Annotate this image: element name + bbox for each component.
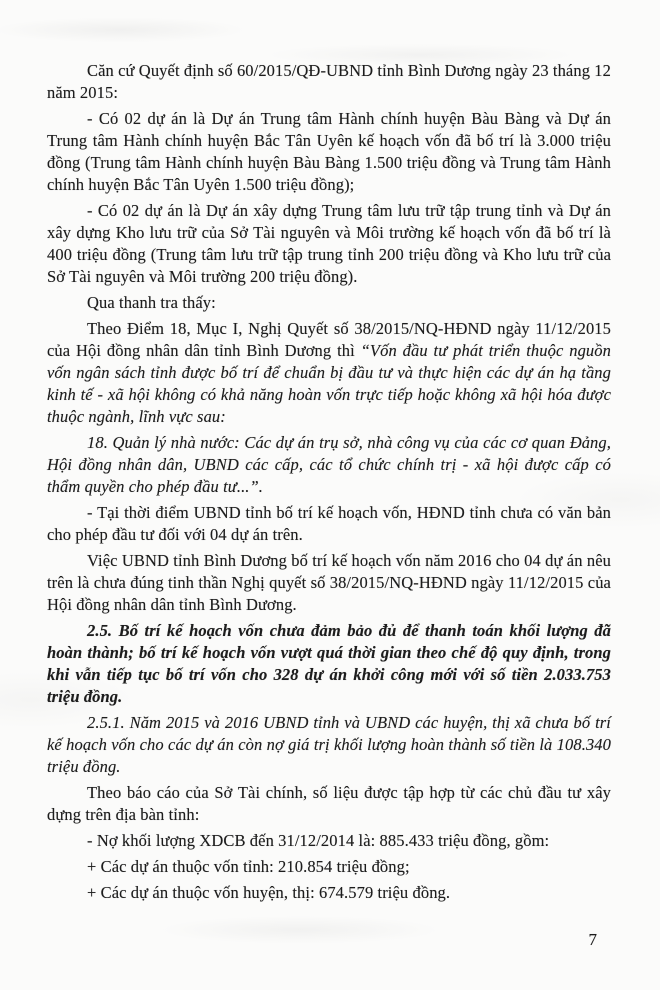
paragraph-theo-bao-cao xyxy=(47,782,611,826)
text-run: + Các dự án thuộc vốn tỉnh: 210.854 triệu đồng; xyxy=(87,857,410,876)
paragraph-quan-ly-nha-nuoc xyxy=(47,432,611,498)
text-run: + Các dự án thuộc vốn huyện, thị: 674.579 triệu đồng. xyxy=(87,883,451,902)
text-run: Qua thanh tra thấy: xyxy=(87,293,216,312)
paragraph-qua-thanh-tra xyxy=(47,292,611,314)
paragraph-du-an-hanh-chinh xyxy=(47,108,611,196)
paragraph-du-an-luu-tru xyxy=(47,200,611,288)
text-run: Theo báo cáo của Sở Tài chính, số liệu được tập hợp từ các chủ đầu tư xây dựng trên địa bàn tỉnh: xyxy=(47,783,611,824)
paragraph-no-khoi-luong xyxy=(47,830,611,852)
text-run-quote: “Vốn đầu tư phát triển thuộc nguồn vốn ngân sách tỉnh được bố trí để chuẩn bị đầu tư và thực hiện các dự án hạ tầng kinh tế - xã hội không có khả năng hoàn vốn trực tiếp hoặc không xã hội hóa được thuộc ngành, lĩnh vực sau: xyxy=(47,341,611,426)
text-run: 2.5.1. Năm 2015 và 2016 UBND tỉnh và UBND các huyện, thị xã chưa bố trí kế hoạch vốn cho các dự án còn nợ giá trị khối lượng hoàn thành số tiền là 108.340 triệu đồng. xyxy=(47,713,611,776)
text-run: 2.5. Bố trí kế hoạch vốn chưa đảm bảo đủ để thanh toán khối lượng đã hoàn thành; bố trí kế hoạch vốn vượt quá thời gian theo chế độ quy định, trong khi vẫn tiếp tục bố trí vốn cho 328 dự án khởi công mới với số tiền 2.033.753 triệu đồng. xyxy=(47,621,611,706)
text-run: 18. Quản lý nhà nước: Các dự án trụ sở, nhà công vụ của các cơ quan Đảng, Hội đồng nhân dân, UBND các cấp, các tổ chức chính trị - xã hội được cấp có thẩm quyền cho phép đầu tư...”. xyxy=(47,433,611,496)
paragraph-von-tinh xyxy=(47,856,611,878)
text-run: - Có 02 dự án là Dự án xây dựng Trung tâm lưu trữ tập trung tỉnh và Dự án xây dựng Kho lưu trữ của Sở Tài nguyên và Môi trường kế hoạch vốn đã bố trí là 400 triệu đồng (Trung tâm lưu trữ tập trung tỉnh 200 triệu đồng và Kho lưu trữ của Sở Tài nguyên và Môi trường 200 triệu đồng). xyxy=(47,201,611,286)
text-run: - Tại thời điểm UBND tỉnh bố trí kế hoạch vốn, HĐND tỉnh chưa có văn bản cho phép đầu tư đối với 04 dự án trên. xyxy=(47,503,611,544)
text-run: - Có 02 dự án là Dự án Trung tâm Hành chính huyện Bàu Bàng và Dự án Trung tâm Hành chính huyện Bắc Tân Uyên kế hoạch vốn đã bố trí là 3.000 triệu đồng (Trung tâm Hành chính huyện Bàu Bàng 1.500 triệu đồng và Trung tâm Hành chính huyện Bắc Tân Uyên 1.500 triệu đồng); xyxy=(47,109,611,194)
text-run: Theo Điểm 18, Mục I, Nghị Quyết số 38/2015/NQ-HĐND ngày 11/12/2015 của Hội đồng nhân dân tỉnh Bình Dương thì xyxy=(47,319,611,360)
paragraph-2-5-1 xyxy=(47,712,611,778)
text-run: Căn cứ Quyết định số 60/2015/QĐ-UBND tỉnh Bình Dương ngày 23 tháng 12 năm 2015: xyxy=(47,61,611,102)
text-run: Việc UBND tỉnh Bình Dương bố trí kế hoạch vốn năm 2016 cho 04 dự án nêu trên là chưa đúng tinh thần Nghị quyết số 38/2015/NQ-HĐND ngày 11/12/2015 của Hội đồng nhân dân tỉnh Bình Dương. xyxy=(47,551,611,614)
paragraph-tai-thoi-diem xyxy=(47,502,611,546)
page-number: 7 xyxy=(588,930,597,949)
paragraph-viec-ubnd-tinh xyxy=(47,550,611,616)
paragraph-theo-diem-18 xyxy=(47,318,611,428)
document-body xyxy=(47,60,611,904)
paragraph-von-huyen-thi xyxy=(47,882,611,904)
paragraph-can-cu-quyet-dinh xyxy=(47,60,611,104)
text-run: - Nợ khối lượng XDCB đến 31/12/2014 là: 885.433 triệu đồng, gồm: xyxy=(87,831,550,850)
paragraph-heading-2-5 xyxy=(47,620,611,708)
